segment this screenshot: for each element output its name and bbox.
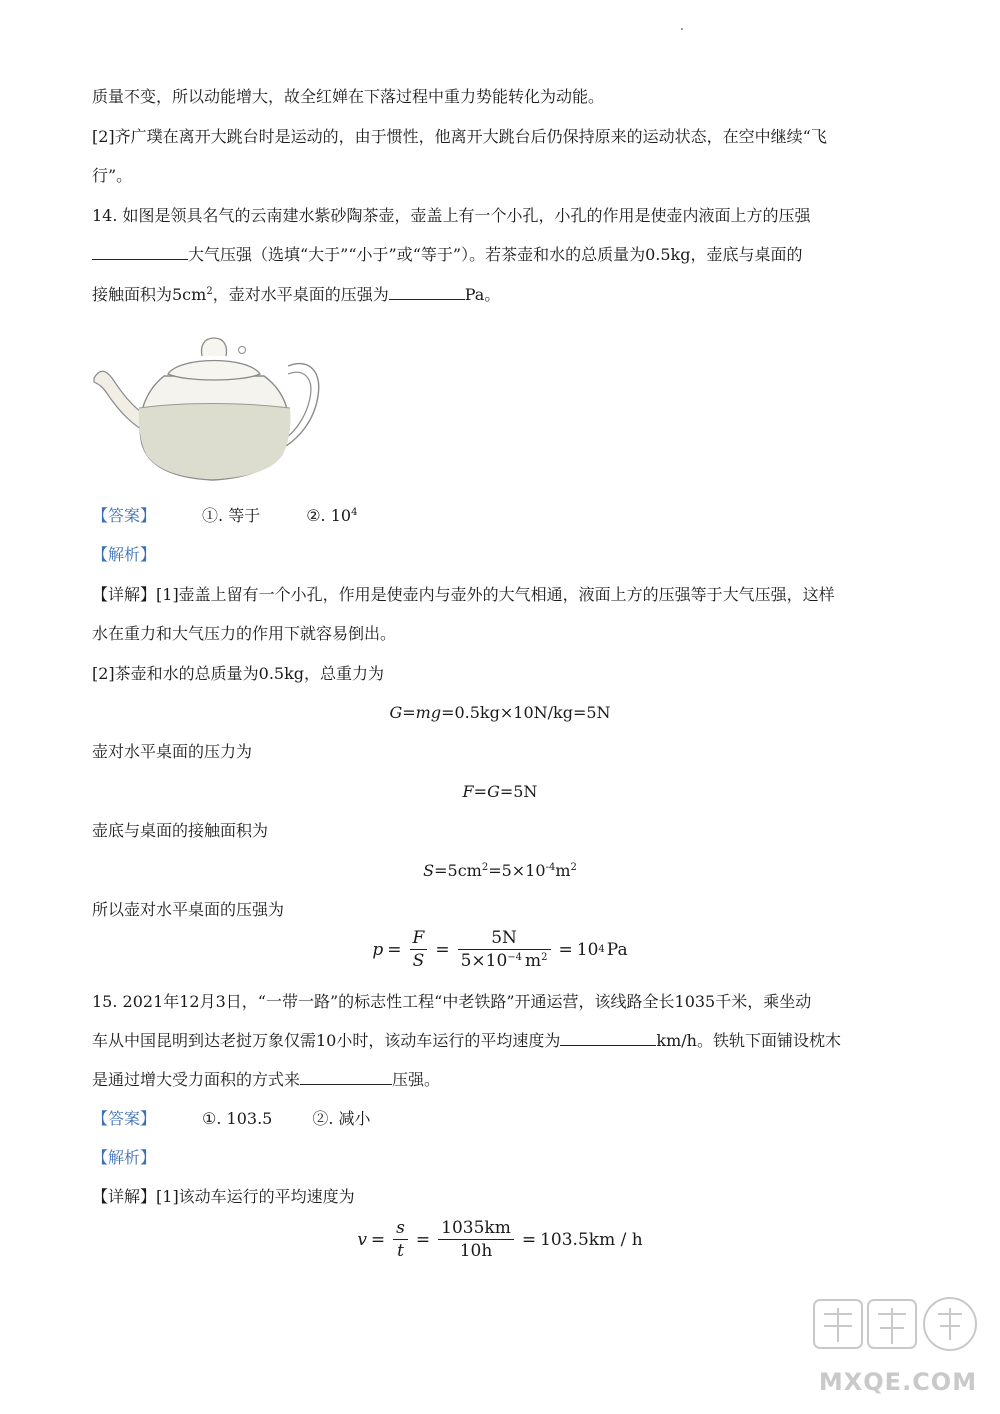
eq-rest: =0.5kg×10N/kg=5N <box>441 703 611 722</box>
analysis-label-14: 【解析】 <box>92 545 157 564</box>
text-line-3: 行”。 <box>92 166 133 185</box>
answer-label: 【答案】 <box>92 506 157 525</box>
fraction-s-over-t <box>393 1218 408 1261</box>
detail-14-line-6: 所以壶对水平桌面的压强为 <box>92 900 285 919</box>
equation-area <box>0 861 1000 881</box>
question-14-text-b: ，壶对水平桌面的压强为 <box>212 285 389 304</box>
detail-15-text: [1]该动车运行的平均速度为 <box>156 1187 355 1206</box>
analysis-label-15: 【解析】 <box>92 1148 157 1167</box>
eq-sign: = <box>415 1229 431 1250</box>
result: 103.5km / h <box>540 1229 643 1250</box>
equation-force <box>0 782 1000 802</box>
detail-14-line-2: 水在重力和大气压力的作用下就容易倒出。 <box>92 624 397 643</box>
superscript: 2 <box>570 862 577 873</box>
equation-gravity <box>0 703 1000 723</box>
question-15-line-2 <box>92 1031 841 1051</box>
var-g: G <box>487 782 500 801</box>
eq-sign: = <box>387 939 402 960</box>
fraction-values <box>438 1218 514 1261</box>
denominator: 10h <box>459 1241 493 1261</box>
answer-blank-2 <box>389 285 465 300</box>
superscript: 2 <box>541 952 548 963</box>
eq-rest: =5N <box>499 782 538 801</box>
den-part: m <box>525 951 542 971</box>
answer-label: 【答案】 <box>92 1109 157 1128</box>
superscript: −4 <box>507 952 523 963</box>
answer-15-item-1: ①. 103.5 <box>202 1109 273 1128</box>
question-15-line-3 <box>92 1070 440 1090</box>
eq-part: m <box>555 861 571 880</box>
superscript: -4 <box>545 862 556 873</box>
fraction-f-over-s <box>410 928 428 971</box>
denominator: S <box>412 951 425 971</box>
equation-pressure: p = $\frac{F}{S}$ = $\frac{5N}{5\times 10^{-4} m^2}$ = 10 4 Pa <box>372 928 628 971</box>
eq-sign: = <box>370 1229 386 1250</box>
answer-14 <box>92 506 357 526</box>
watermark-logo <box>810 1294 986 1404</box>
numerator: 1035km <box>438 1218 514 1240</box>
detail-label: 【详解】 <box>92 585 157 604</box>
text-line-2: [2]齐广璞在离开大跳台时是运动的，由于惯性，他离开大跳台后仍保持原来的运动状态，在空中继续“飞 <box>92 127 827 146</box>
fraction-values <box>458 928 551 971</box>
superscript: 4 <box>351 507 358 518</box>
answer-blank-3 <box>560 1031 656 1046</box>
teapot-figure <box>92 326 324 486</box>
text-line-1: 质量不变，所以动能增大，故全红婵在下落过程中重力势能转化为动能。 <box>92 87 605 106</box>
watermark-url: MXQE.COM <box>818 1368 978 1396</box>
answer-14-item-1: ①. 等于 <box>202 506 261 525</box>
var-f: F <box>462 782 474 801</box>
eq-sign: = <box>521 1229 537 1250</box>
question-15-text-c: 是通过增大受力面积的方式来 <box>92 1070 301 1089</box>
detail-14-text: [1]壶盖上留有一个小孔，作用是使壶内与壶外的大气相通，液面上方的压强等于大气压强，这样 <box>156 585 835 604</box>
answer-14-item-2: ②. 10 <box>306 506 352 525</box>
superscript: 2 <box>481 862 489 873</box>
answer-blank-4 <box>300 1070 392 1085</box>
detail-14-line-5: 壶底与桌面的接触面积为 <box>92 821 269 840</box>
numerator: F <box>410 928 428 950</box>
denominator: t <box>397 1241 404 1261</box>
eq-sign: = <box>435 939 450 960</box>
eq-sign: = <box>558 939 573 960</box>
answer-15 <box>92 1109 371 1129</box>
eq-part: =5cm <box>434 861 482 880</box>
var-p: p <box>372 939 384 960</box>
question-14-line-1: 14. 如图是领具名气的云南建水紫砂陶茶壶，壶盖上有一个小孔，小孔的作用是使壶内液面上方的压强 <box>92 206 811 225</box>
equation-speed <box>0 1218 1000 1261</box>
question-14-text-a: 接触面积为5cm <box>92 285 207 304</box>
question-14-line-2 <box>92 245 802 265</box>
var-s: S <box>423 861 435 880</box>
var-mg: mg <box>415 703 442 722</box>
question-15-text-a: 车从中国昆明到达老挝万象仅需10小时，该动车运行的平均速度为 <box>92 1031 561 1050</box>
question-15-line-1: 15. 2021年12月3日，“一带一路”的标志性工程“中老铁路”开通运营，该线路全长1035千米，乘坐动 <box>92 992 812 1011</box>
question-15-text-d: 压强。 <box>392 1070 441 1089</box>
answer-15-item-2: ②. 减小 <box>312 1109 371 1128</box>
superscript: 2 <box>206 286 213 297</box>
unit: Pa <box>606 939 628 960</box>
var-v: v <box>357 1229 367 1250</box>
question-14-line-3 <box>92 285 500 305</box>
scan-dot <box>681 28 683 30</box>
question-14-text: 大气压强（选填“大于”“小于”或“等于”）。若茶壶和水的总质量为0.5kg，壶底与桌面的 <box>188 245 803 264</box>
result: 10 <box>576 939 599 960</box>
den-part: 5×10 <box>460 951 508 971</box>
eq-part: =5×10 <box>488 861 546 880</box>
detail-15-line-1 <box>92 1187 355 1207</box>
var-g: G <box>389 703 403 722</box>
question-15-text-b: km/h。铁轨下面铺设枕木 <box>656 1031 841 1050</box>
answer-blank-1 <box>92 245 188 260</box>
question-14-text-c: Pa。 <box>464 285 501 304</box>
numerator: 5N <box>458 928 551 950</box>
detail-14-line-1 <box>92 585 835 605</box>
detail-14-line-4: 壶对水平桌面的压力为 <box>92 742 253 761</box>
detail-label: 【详解】 <box>92 1187 157 1206</box>
detail-14-line-3: [2]茶壶和水的总质量为0.5kg，总重力为 <box>92 664 385 683</box>
denominator <box>458 950 551 971</box>
eq-sign: = <box>402 703 416 722</box>
eq-sign: = <box>473 782 488 801</box>
numerator: s <box>393 1218 408 1240</box>
